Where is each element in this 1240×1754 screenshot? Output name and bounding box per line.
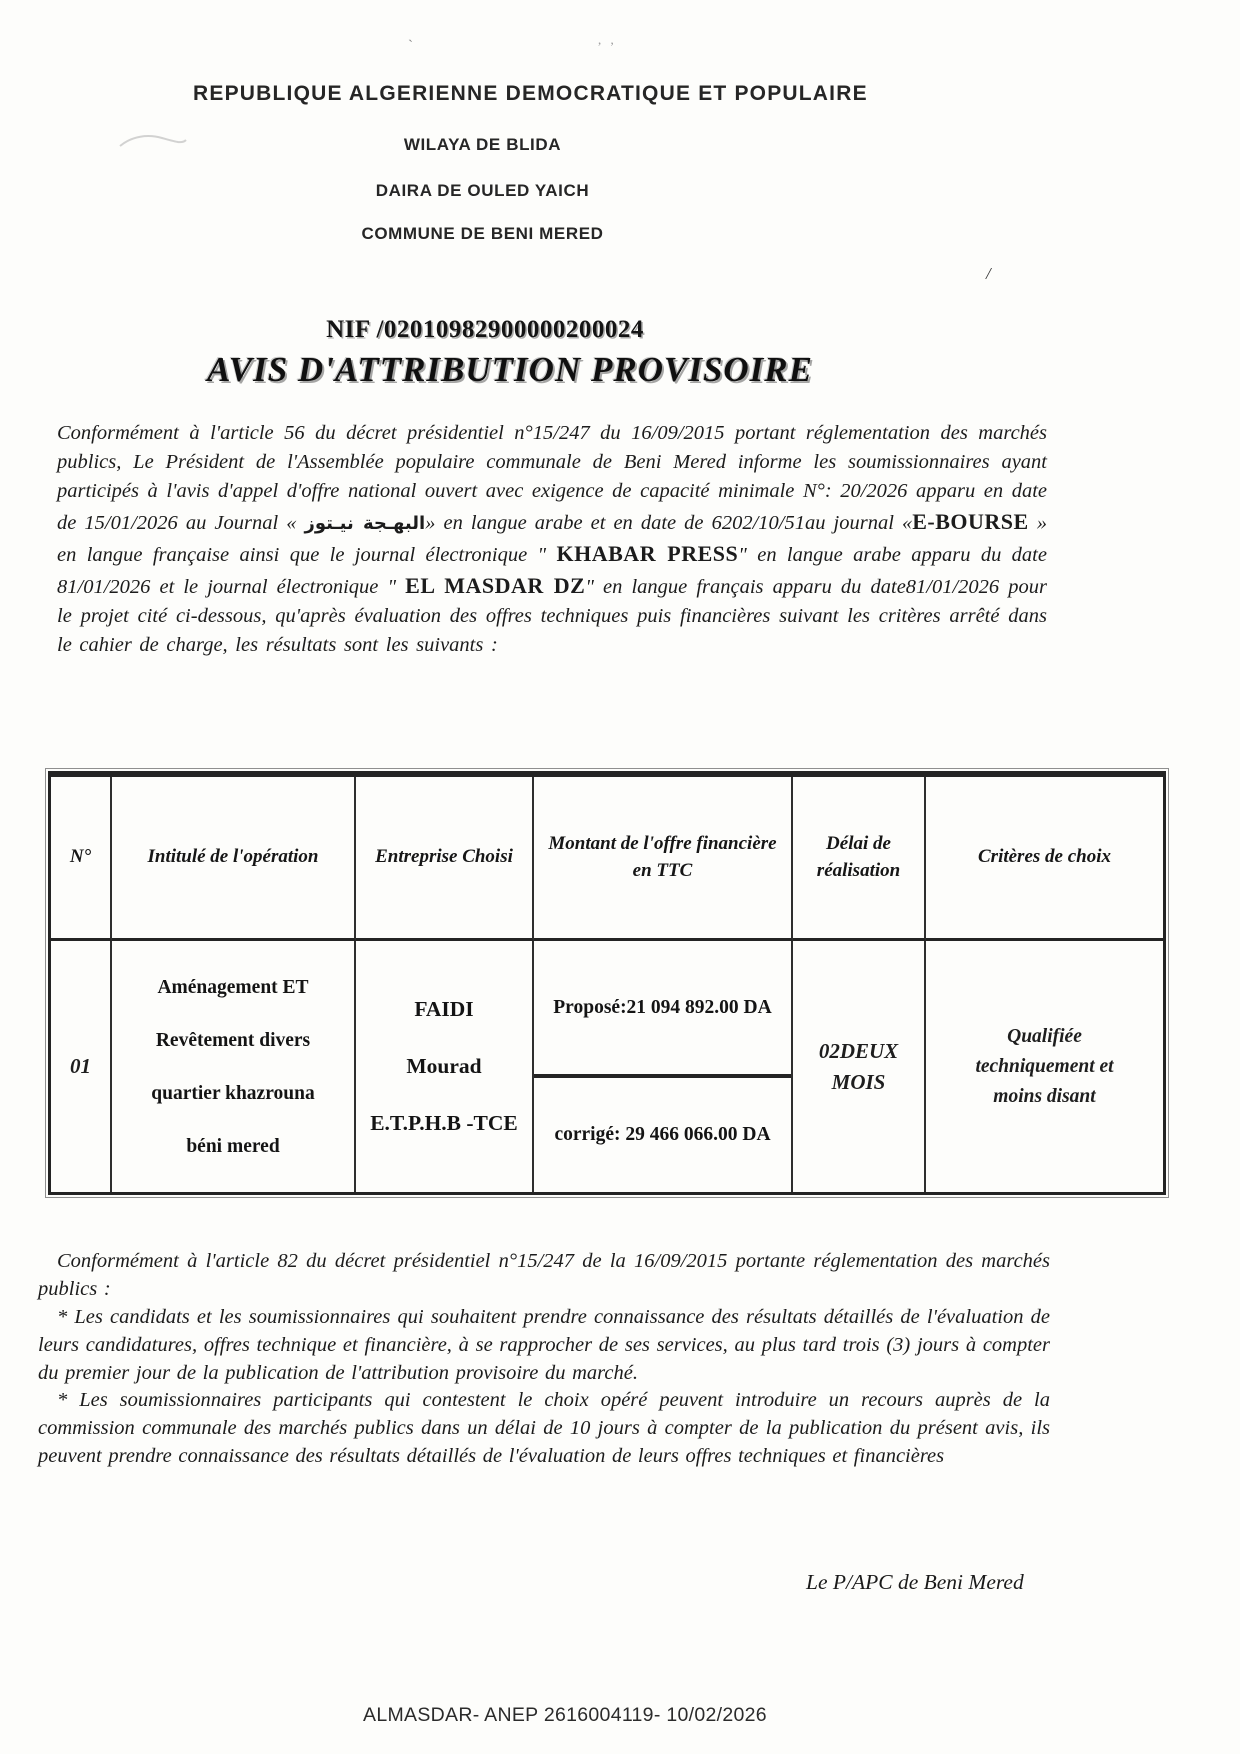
closing-paragraph-3: * Les soumissionnaires participants qui contestent le choix opéré peuvent introduire un recours auprès de la commission communale des marchés publics dans un délai de 10 jours à compter de la publication du présent avis, ils peuvent prendre connaissance des résultats détaillés de l'évaluation de leurs offres techniques et financières xyxy=(38,1389,1050,1468)
intro-text-1: Conformément à l'article 56 du décret présidentiel n°15/247 du 16/09/2015 portant réglementation des marchés publics, Le Président de l'Assemblée populaire communale de Beni Mered informe les soumissionnaires ayant participés à l'avis d'appel d'offre national ouvert avec exigence de capacité minimale N°: 20/2026 apparu en date de 15/01/2026 au Journal « xyxy=(57,421,1047,534)
criteria-line: Qualifiée xyxy=(1007,1025,1082,1047)
republic-header: REPUBLIQUE ALGERIENNE DEMOCRATIQUE ET POPULAIRE xyxy=(193,82,868,105)
row-company-cell xyxy=(356,941,534,1192)
criteria-line: moins disant xyxy=(993,1085,1096,1107)
col-header-num: N° xyxy=(51,777,112,941)
closing-section xyxy=(38,1248,1050,1471)
closing-paragraph-1: Conformément à l'article 82 du décret présidentiel n°15/247 de la 16/09/2015 portante réglementation des marchés publics : xyxy=(38,1250,1050,1300)
journal-name-ebourse: E-BOURSE xyxy=(912,508,1029,534)
intro-text-2: » en langue arabe et en date de 6202/10/51au journal « xyxy=(425,511,913,534)
intro-text-3: » en langue française ainsi que le journal électronique " xyxy=(57,511,1047,566)
intro-paragraph xyxy=(57,419,1047,661)
row-num-cell: 01 xyxy=(51,941,112,1192)
anep-footer: ALMASDAR- ANEP 2616004119- 10/02/2026 xyxy=(363,1704,767,1726)
col-header-amount: Montant de l'offre financière en TTC xyxy=(534,777,793,941)
operation-line: Aménagement ET xyxy=(157,976,309,998)
daira-header: DAIRA DE OULED YAICH xyxy=(375,181,590,200)
company-line: Mourad xyxy=(406,1054,482,1078)
amount-proposed: Proposé:21 094 892.00 DA xyxy=(534,941,791,1078)
nif-number: NIF /02010982900000200024 xyxy=(326,316,644,343)
scan-artifact-slash: / xyxy=(986,264,991,283)
journal-name-khabar-press: KHABAR PRESS xyxy=(556,540,739,566)
closing-paragraph-2: * Les candidats et les soumissionnaires qui souhaitent prendre connaissance des résultats détaillés de l'évaluation de leurs candidatures, offres technique et financière, à se rapprocher de ses services, au plus tard trois (3) jours à compter du premier jour de la publication de l'attribution provisoire du marché. xyxy=(38,1305,1050,1384)
amount-corrected: corrigé: 29 466 066.00 DA xyxy=(554,1124,771,1146)
scan-artifact-mark: ` xyxy=(408,38,413,54)
company-line: E.T.P.H.B -TCE xyxy=(370,1111,518,1135)
delay-line: 02DEUX xyxy=(818,1038,899,1063)
criteria-line: techniquement et xyxy=(975,1055,1114,1077)
company-line: FAIDI xyxy=(414,997,474,1021)
page-title: AVIS D'ATTRIBUTION PROVISOIRE xyxy=(206,350,813,389)
row-amount-cell xyxy=(534,941,793,1192)
col-header-operation: Intitulé de l'opération xyxy=(112,777,356,941)
signature-line: Le P/APC de Beni Mered xyxy=(806,1570,1024,1594)
col-header-criteria: Critères de choix xyxy=(926,777,1163,941)
operation-line: quartier khazrouna xyxy=(151,1082,315,1104)
col-header-delay: Délai de réalisation xyxy=(793,777,926,941)
journal-name-el-masdar-dz: EL MASDAR DZ xyxy=(405,573,586,599)
row-operation-cell xyxy=(112,941,356,1192)
operation-line: béni mered xyxy=(186,1135,280,1157)
row-criteria-cell xyxy=(926,941,1163,1192)
operation-line: Revêtement divers xyxy=(155,1029,311,1051)
intro-text-4: " en langue arabe apparu du date 81/01/2026 et le journal électronique " xyxy=(57,543,1047,599)
delay-line: MOIS xyxy=(831,1069,886,1094)
row-delay-cell xyxy=(793,941,926,1192)
commune-header: COMMUNE DE BENI MERED xyxy=(361,224,604,243)
intro-text-5: " en langue français apparu du date81/01/2026 pour le projet cité ci-dessous, qu'après évaluation des offres techniques puis financières suivant les critères arrêté dans le cahier de charge, les résultats sont les suivants : xyxy=(57,576,1047,657)
journal-name-arabic: البهـجة نيـتوز xyxy=(304,512,426,534)
col-header-company: Entreprise Choisi xyxy=(356,777,534,941)
wilaya-header: WILAYA DE BLIDA xyxy=(403,135,562,154)
scan-artifact-dots: , , xyxy=(598,32,617,47)
results-table xyxy=(48,771,1166,1195)
